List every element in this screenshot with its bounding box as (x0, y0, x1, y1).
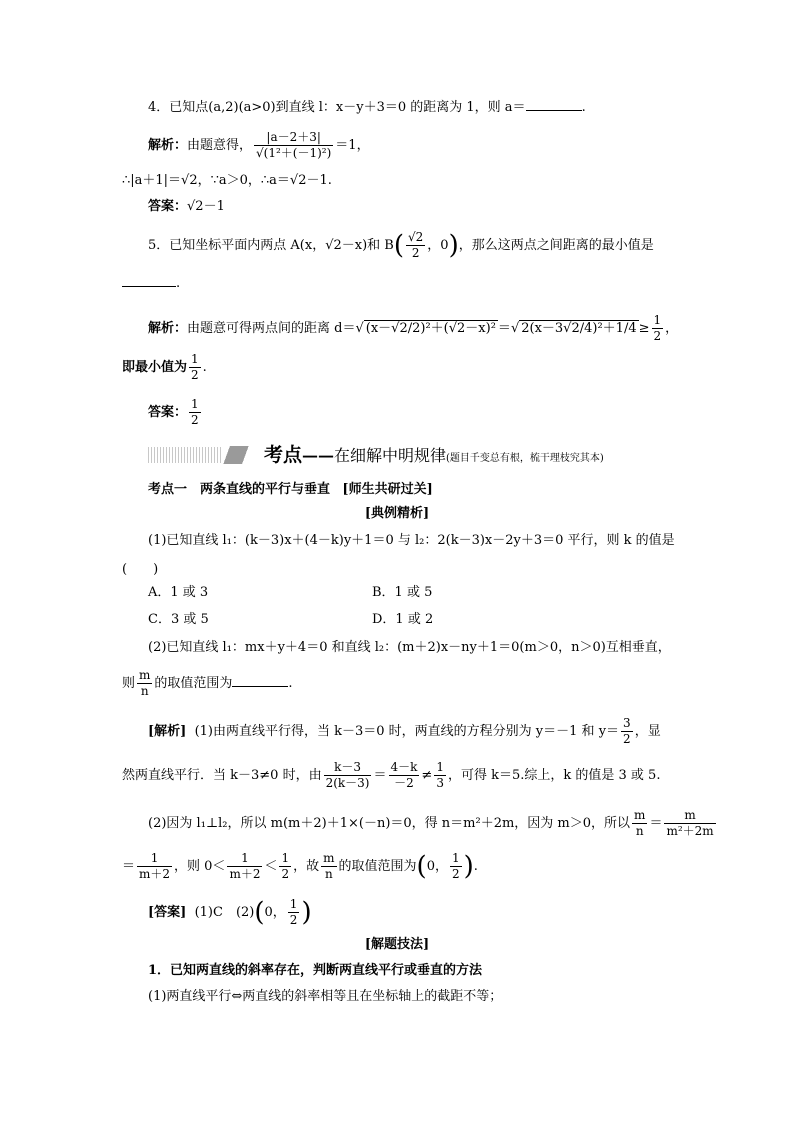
sol3-f2-den: m²＋2m (666, 824, 714, 838)
banner-note: (题目千变总有根，梳干理枝究其本) (446, 453, 604, 464)
p2-frac-den: n (140, 684, 149, 698)
q4-solution (148, 130, 370, 161)
q5-answer-num: 1 (191, 397, 199, 411)
p1-line1: (1)已知直线 l₁：(k－3)x＋(4－k)y＋1＝0 与 l₂：2(k－3)x－2y＋3＝0 平行，则 k 的值是 (148, 533, 675, 548)
sol3-frac2 (664, 808, 715, 839)
q5-solution-text: 由题意可得两点间的距离 d＝ (187, 321, 356, 336)
q5-rparen: ) (448, 230, 459, 261)
q5-b-num: √2 (408, 230, 424, 244)
sol4 (122, 851, 478, 882)
q5-answer-frac (189, 397, 201, 428)
sol4-tail: . (473, 859, 478, 874)
topic1-heading (148, 481, 433, 499)
option-b: B．1 或 5 (372, 585, 433, 600)
q4-stem-text: 4．已知点(a,2)(a>0)到直线 l：x－y＋3＝0 的距离为 1，则 a＝ (148, 100, 526, 115)
q5-geq: ≥ (638, 321, 650, 336)
q5-stem-a: 5．已知坐标平面内两点 A(x，√2－x)和 B (148, 238, 394, 253)
sol4-int-den: 2 (451, 867, 460, 881)
banner-stripes (148, 447, 222, 463)
answer-label: [答案] (148, 905, 187, 920)
p2-line2 (122, 668, 293, 699)
tip1-1: (1)两直线平行⇔两直线的斜率相等且在坐标轴上的截距不等； (148, 989, 503, 1004)
sol4-f4-den: n (324, 867, 333, 881)
sol4-int-a: 0， (426, 859, 448, 874)
sol3-eq: ＝ (649, 816, 663, 831)
tips-heading: [解题技法] (364, 937, 430, 952)
banner-title (264, 443, 604, 471)
sol4-e: 的取值范围为 (338, 859, 417, 874)
sol4-rparen: ) (463, 851, 474, 882)
sol4-d: ，故 (293, 859, 320, 874)
q5-line3-tail: . (202, 360, 207, 375)
sol4-f1-den: m＋2 (139, 867, 171, 881)
sol4-f1-num: 1 (137, 851, 172, 867)
sol4-f4-num: m (323, 851, 335, 865)
sol2-f3-den: 3 (436, 776, 444, 790)
q5-answer-den: 2 (191, 413, 199, 427)
q5-line3-num: 1 (191, 352, 199, 366)
banner-subtitle: 在细解中明规律 (334, 446, 447, 465)
q5-line3-frac (189, 352, 201, 383)
sol4-f3-num: 1 (281, 851, 290, 865)
banner-dash: —— (302, 446, 335, 465)
answer-int-num: 1 (289, 897, 298, 911)
q5-b-tail: ，0 (427, 238, 449, 253)
p2-line1: (2)已知直线 l₁：mx＋y＋4＝0 和直线 l₂：(m＋2)x－ny＋1＝0(m＞0，n＞0)互相垂直， (148, 640, 671, 655)
q5-res-den: 2 (653, 329, 662, 343)
sol2-f3-num: 1 (436, 760, 444, 774)
sol4-frac3 (279, 851, 291, 882)
p2-frac (137, 668, 152, 699)
sol2-frac3 (434, 760, 446, 791)
sol3-f1-den: n (635, 824, 644, 838)
q5-sqrt2-rad: 2(x－3√2/4)²＋1/4 (521, 321, 637, 336)
q5-b-den: 2 (411, 246, 420, 260)
sol3-f1-num: m (634, 808, 646, 822)
sol3-a: (2)因为 l₁⊥l₂，所以 m(m＋2)＋1×(－n)＝0，得 n＝m²＋2m，因为 m＞0，所以 (148, 816, 631, 831)
q5-res-frac (652, 313, 664, 344)
sol2-f2-num: 4－k (390, 760, 418, 774)
q5-sqrt1-rad: (x－√2/2)²＋(√2－x)² (365, 321, 496, 336)
option-c: C．3 或 5 (148, 612, 209, 627)
sol2-a: 然两直线平行．当 k－3≠0 时，由 (122, 768, 322, 783)
sol1-frac (621, 716, 633, 747)
q4-solution-label: 解析： (148, 138, 188, 153)
p2-line2-tail: . (288, 676, 293, 691)
q5-blank (122, 274, 176, 287)
q4-fraction (254, 130, 333, 161)
q5-stem (148, 230, 654, 261)
q4-answer (148, 198, 225, 216)
sol4-int-frac (450, 851, 462, 882)
sol2-eq: ＝ (373, 768, 387, 783)
sol2-frac2 (389, 760, 420, 791)
q5-sqrt2: √ 2(x－3√2/4)²＋1/4 (510, 321, 637, 336)
banner-title-text: 考点 (264, 444, 303, 466)
sol4-f2-den: m＋2 (229, 867, 261, 881)
sol4-frac4 (321, 851, 336, 882)
q4-answer-label: 答案： (148, 199, 188, 214)
q5-lparen: ( (393, 230, 404, 261)
q5-eq: ＝ (497, 321, 511, 336)
answer-a: (1)C (2) (194, 905, 255, 920)
section-banner (148, 443, 668, 469)
answer-line (148, 897, 312, 928)
q5-solution (148, 313, 678, 344)
banner-slash (218, 446, 254, 464)
q5-line3 (122, 352, 207, 383)
q5-res-num: 1 (653, 313, 662, 327)
topic1-heading-text: 考点一 两条直线的平行与垂直 (148, 482, 331, 497)
sol2 (122, 760, 660, 791)
q5-stem-b: ，那么这两点之间距离的最小值是 (458, 238, 654, 253)
q4-line2: ∴|a＋1|＝√2，∵a＞0，∴a＝√2－1. (122, 173, 332, 188)
sol1-den: 2 (623, 732, 631, 746)
p1-line2: ( ) (122, 562, 159, 577)
sol4-f3-den: 2 (281, 867, 290, 881)
sol4-frac1 (137, 851, 172, 882)
q4-frac-den: √(1²＋(－1)²) (256, 146, 332, 160)
answer-lparen: ( (254, 897, 265, 928)
sol1-b: ，显 (634, 724, 661, 739)
sol1-a: (1)由两直线平行得，当 k－3＝0 时，两直线的方程分别为 y＝－1 和 y＝ (194, 724, 620, 739)
answer-int-den: 2 (289, 913, 298, 927)
p2-line2-b: 的取值范围为 (154, 676, 233, 691)
tip1: 1．已知两直线的斜率存在，判断两直线平行或垂直的方法 (148, 963, 483, 978)
sol2-f1-den: 2(k－3) (325, 776, 370, 790)
sol4-int-num: 1 (451, 851, 460, 865)
q5-line2-tail: . (176, 276, 181, 291)
answer-int-frac (288, 897, 300, 928)
sol1-num: 3 (623, 716, 631, 730)
p2-frac-num: m (139, 668, 151, 682)
sol4-f2-num: 1 (227, 851, 262, 867)
q5-answer-label: 答案： (148, 405, 188, 420)
sol2-frac1 (324, 760, 372, 791)
sol4-frac2 (227, 851, 262, 882)
topic1-subhead: [典例精析] (364, 506, 430, 521)
sol1 (148, 716, 661, 747)
sol3-frac1 (632, 808, 647, 839)
option-a: A．1 或 3 (148, 585, 209, 600)
sol2-neq: ≠ (421, 768, 433, 783)
sol4-lparen: ( (416, 851, 427, 882)
q4-stem: 4．已知点(a,2)(a>0)到直线 l：x－y＋3＝0 的距离为 1，则 a＝ . (148, 100, 586, 115)
sol4-b: ，则 0＜ (174, 859, 226, 874)
sol2-b: ，可得 k＝5.综上，k 的值是 3 或 5. (447, 768, 661, 783)
q5-b-fraction (406, 230, 425, 261)
q4-blank (526, 98, 582, 111)
sol4-a: ＝ (122, 859, 136, 874)
sol2-f2-den: －2 (394, 776, 414, 790)
q5-line3-text: 即最小值为 (122, 360, 188, 375)
q5-line2 (122, 274, 180, 293)
topic1-tag: [师生共研过关] (342, 482, 433, 497)
q4-answer-value: √2－1 (187, 199, 225, 214)
q4-frac-num: |a－2＋3| (254, 130, 333, 146)
q5-solution-label: 解析： (148, 321, 188, 336)
sol3-f2-num: m (664, 808, 715, 824)
q4-frac-tail: ＝1， (335, 138, 370, 153)
p2-blank (232, 674, 288, 687)
q5-sqrt1: √ (x－√2/2)²＋(√2－x)² (355, 321, 496, 336)
q4-solution-text: 由题意得， (187, 138, 253, 153)
sol-label: [解析] (148, 724, 187, 739)
option-d: D．1 或 2 (372, 612, 434, 627)
p2-line2-a: 则 (122, 676, 136, 691)
answer-rparen: ) (301, 897, 312, 928)
q5-line3-den: 2 (191, 368, 199, 382)
sol2-f1-num: k－3 (324, 760, 372, 776)
answer-int-a: 0， (264, 905, 286, 920)
sol4-c: ＜ (264, 859, 278, 874)
q5-res-tail: ， (665, 321, 679, 336)
sol3 (148, 808, 718, 839)
q5-answer (148, 397, 203, 428)
